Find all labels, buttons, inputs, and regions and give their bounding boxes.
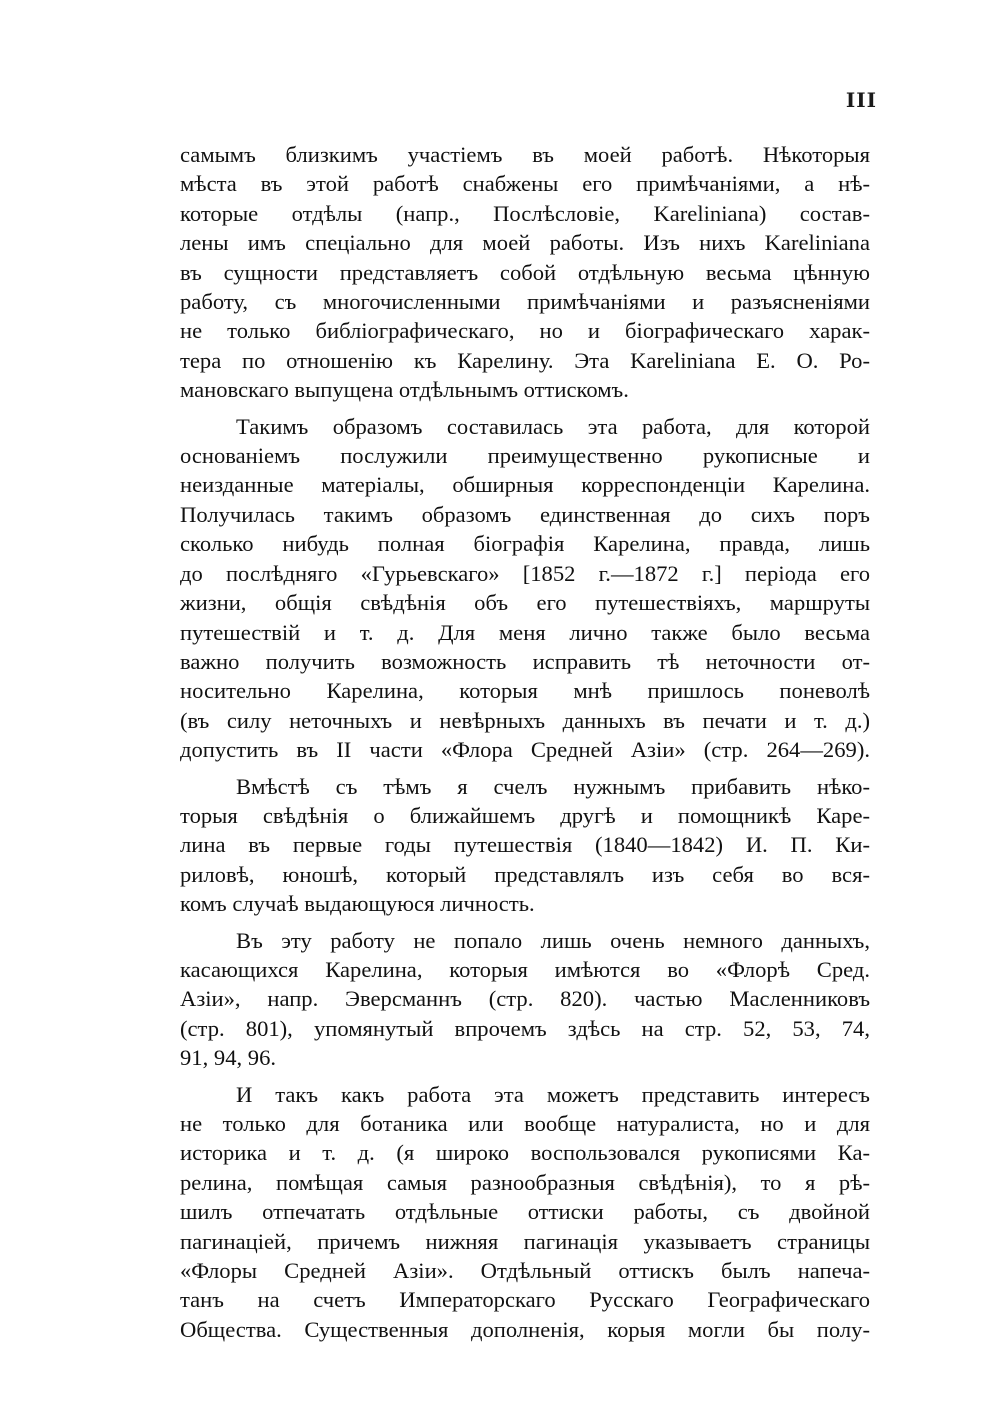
text-line: И такъ какъ работа эта можетъ представить интересъ <box>236 1081 870 1107</box>
text-line: шилъ отпечатать отдѣльные оттиски работы, съ двойной <box>180 1199 870 1225</box>
text-line: тера по отношенію къ Карелину. Эта Kareliniana Е. О. Ро- <box>180 347 870 373</box>
text-line: касающихся Карелина, которыя имѣются во «Флорѣ Сред. <box>180 956 870 982</box>
text-line: Общества. Существенныя дополненія, корыя могли бы полу- <box>180 1316 870 1342</box>
text-line: Получилась такимъ образомъ единственная до сихъ поръ <box>180 501 870 527</box>
text-line: до послѣдняго «Гурьевскаго» [1852 г.—1872 г.] періода его <box>180 560 870 586</box>
text-line: работу, съ многочисленными примѣчаніями и разъясненіями <box>180 289 870 315</box>
text-line: риловѣ, юношѣ, который представлялъ изъ себя во вся- <box>180 861 870 887</box>
text-line: носительно Карелина, которыя мнѣ пришлось поневолѣ <box>180 678 870 704</box>
text-line: сколько нибудь полная біографія Карелина, правда, лишь <box>180 531 870 557</box>
body-text <box>180 140 870 1344</box>
text-line: Азіи», напр. Эверсманнъ (стр. 820). частью Масленниковъ <box>180 986 870 1012</box>
text-line: «Флоры Средней Азіи». Отдѣльный оттискъ былъ напеча- <box>180 1258 870 1284</box>
text-line: въ сущности представляетъ собой отдѣльную весьма цѣнную <box>180 259 870 285</box>
text-line: релина, помѣщая самыя разнообразныя свѣдѣнія), то я рѣ- <box>180 1169 870 1195</box>
text-line: историка и т. д. (я широко воспользовался рукописями Ка- <box>180 1140 870 1166</box>
text-line: самымъ близкимъ участіемъ въ моей работѣ. Нѣкоторыя <box>180 142 870 167</box>
text-line: важно получить возможность исправить тѣ неточности от- <box>180 648 870 674</box>
text-line: основаніемъ послужили преимущественно рукописные и <box>180 443 870 469</box>
text-line: танъ на счетъ Императорскаго Русскаго Географическаго <box>180 1287 870 1313</box>
text-line: мѣста въ этой работѣ снабжены его примѣчаніями, а нѣ- <box>180 171 870 197</box>
text-line: Вмѣстѣ съ тѣмъ я счелъ нужнымъ прибавить нѣко- <box>236 773 870 799</box>
text-line: жизни, общія свѣдѣнія объ его путешествіяхъ, маршруты <box>180 590 870 616</box>
paragraph-4 <box>180 926 870 1073</box>
text-line: (въ силу неточныхъ и невѣрныхъ данныхъ въ печати и т. д.) <box>180 707 870 733</box>
paragraph-5 <box>180 1080 870 1345</box>
text-line: комъ случаѣ выдающуюся личность. <box>180 891 535 917</box>
text-line: торыя свѣдѣнія о ближайшемъ другѣ и помощникѣ Каре- <box>180 802 870 828</box>
paragraph-3 <box>180 772 870 919</box>
text-line: путешествій и т. д. Для меня лично также было весьма <box>180 619 870 645</box>
text-line: которые отдѣлы (напр., Послѣсловіе, Kareliniana) состав- <box>180 200 870 226</box>
text-line: лина въ первые годы путешествія (1840—1842) И. П. Ки- <box>180 832 870 858</box>
text-line: (стр. 801), упомянутый впрочемъ здѣсь на стр. 52, 53, 74, <box>180 1015 870 1041</box>
text-line: мановскаго выпущена отдѣльнымъ оттискомъ. <box>180 377 629 403</box>
text-line: 91, 94, 96. <box>180 1045 277 1071</box>
text-line: не только для ботаника или вообще натуралиста, но и для <box>180 1111 870 1136</box>
text-line: пагинаціей, причемъ нижняя пагинація указываетъ страницы <box>180 1228 870 1254</box>
text-line: Такимъ образомъ составилась эта работа, для которой <box>236 413 870 439</box>
page-number: III <box>845 88 877 112</box>
text-line: не только библіографическаго, но и біографическаго харак- <box>180 318 870 344</box>
text-line: лены имъ спеціально для моей работы. Изъ нихъ Kareliniana <box>180 230 870 256</box>
text-line: допустить въ II части «Флора Средней Азіи» (стр. 264—269). <box>180 737 870 763</box>
text-line: неизданные матеріалы, обширныя корреспонденціи Карелина. <box>180 472 870 498</box>
text-line: Въ эту работу не попало лишь очень немного данныхъ, <box>236 927 870 953</box>
paragraph-2 <box>180 412 870 765</box>
paragraph-1 <box>180 140 870 405</box>
